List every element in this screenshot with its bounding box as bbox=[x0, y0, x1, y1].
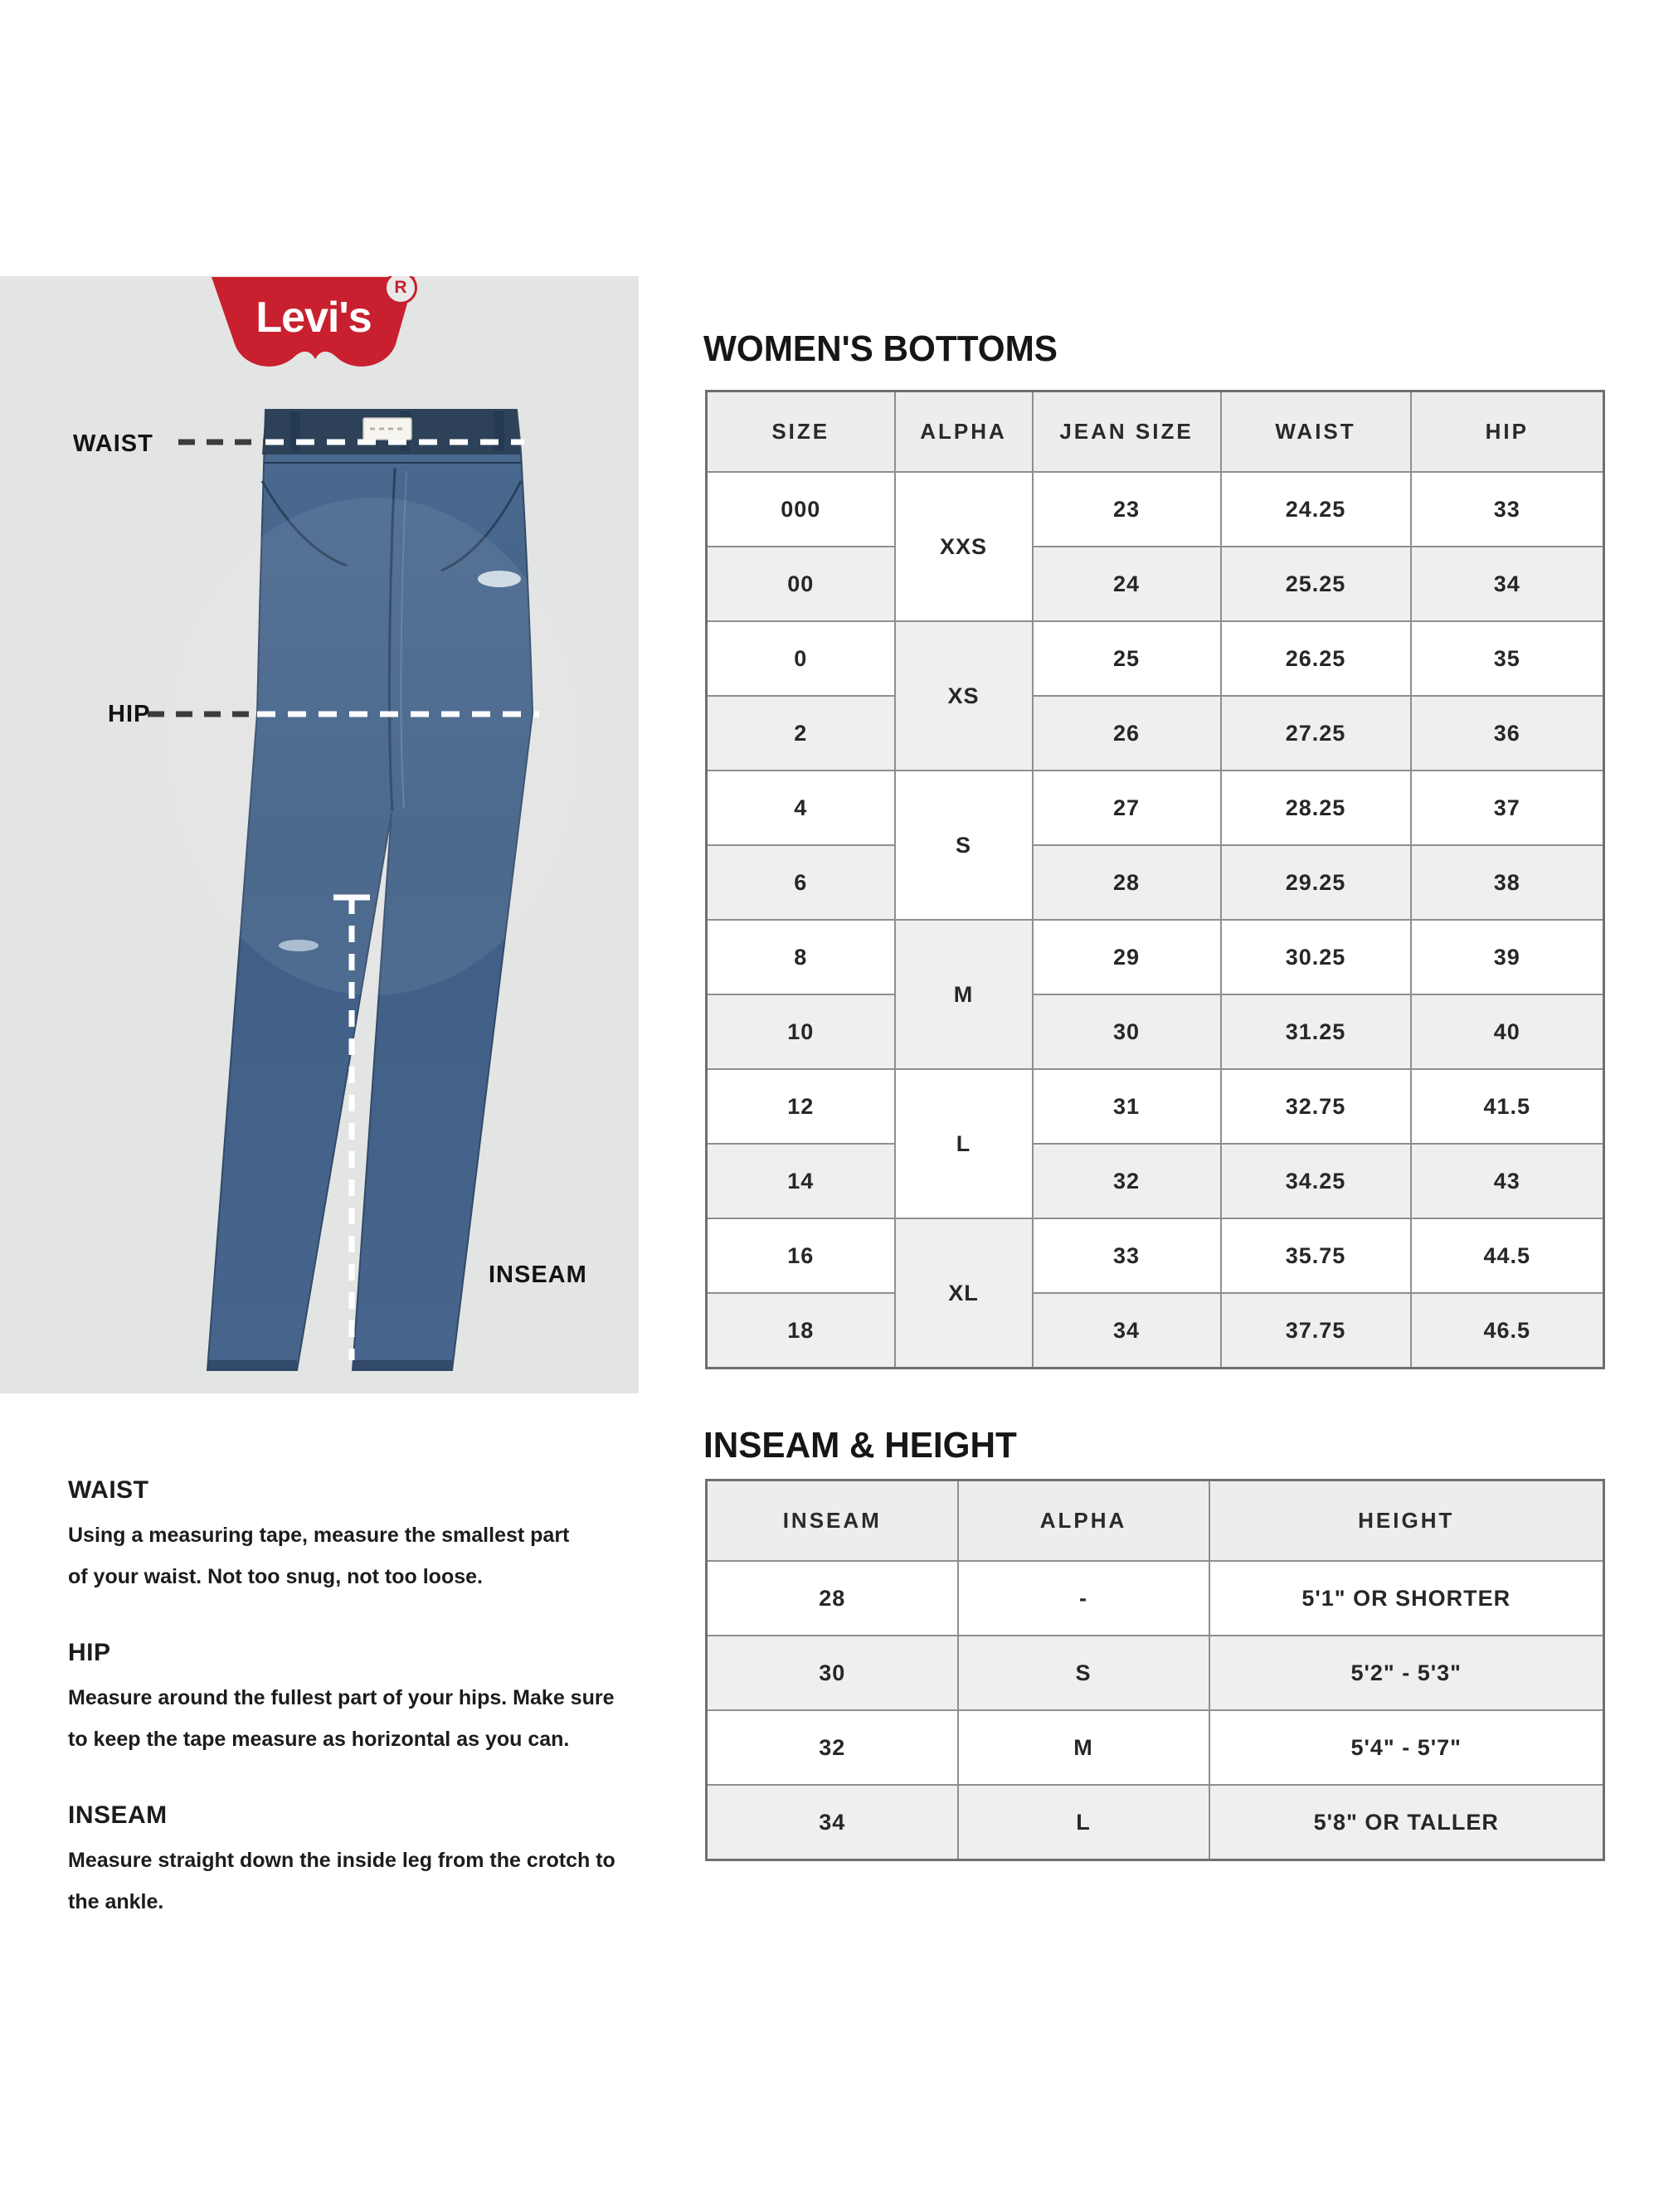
size-row bbox=[707, 1144, 1604, 1218]
inseam-cell: 30 bbox=[707, 1636, 958, 1710]
waist-cell: 32.75 bbox=[1221, 1069, 1411, 1144]
waist-cell: 34.25 bbox=[1221, 1144, 1411, 1218]
inseam-cell: 28 bbox=[707, 1561, 958, 1636]
jean-size-cell: 32 bbox=[1033, 1144, 1221, 1218]
inseam-row bbox=[707, 1636, 1604, 1710]
waist-cell: 31.25 bbox=[1221, 994, 1411, 1069]
hip-cell: 43 bbox=[1411, 1144, 1604, 1218]
height-cell: 5'2" - 5'3" bbox=[1209, 1636, 1604, 1710]
waist-cell: 30.25 bbox=[1221, 920, 1411, 994]
guide-inseam-text-line2: the ankle. bbox=[68, 1890, 164, 1913]
size-row bbox=[707, 472, 1604, 547]
waist-cell: 29.25 bbox=[1221, 845, 1411, 920]
guide-inseam-text-line1: Measure straight down the inside leg from the crotch to bbox=[68, 1849, 615, 1872]
hip-cell: 46.5 bbox=[1411, 1293, 1604, 1369]
hip-cell: 39 bbox=[1411, 920, 1604, 994]
waist-cell: 26.25 bbox=[1221, 621, 1411, 696]
alpha-cell: L bbox=[958, 1785, 1209, 1860]
size-row bbox=[707, 845, 1604, 920]
guide-hip-text-line2: to keep the tape measure as horizontal as you can. bbox=[68, 1728, 570, 1751]
registered-trademark-icon: R bbox=[384, 276, 417, 304]
guide-hip-heading: HIP bbox=[68, 1639, 111, 1666]
size-row bbox=[707, 994, 1604, 1069]
alpha-cell: - bbox=[958, 1561, 1209, 1636]
size-row bbox=[707, 1293, 1604, 1369]
jean-size-cell: 24 bbox=[1033, 547, 1221, 621]
inseam-cell: 32 bbox=[707, 1710, 958, 1785]
alpha-cell: L bbox=[895, 1069, 1033, 1218]
size-cell: 18 bbox=[707, 1293, 895, 1369]
waist-cell: 25.25 bbox=[1221, 547, 1411, 621]
inseam-row bbox=[707, 1561, 1604, 1636]
column-header-hip: HIP bbox=[1411, 391, 1604, 473]
alpha-cell: M bbox=[895, 920, 1033, 1069]
jean-size-cell: 26 bbox=[1033, 696, 1221, 771]
size-cell: 000 bbox=[707, 472, 895, 547]
hip-cell: 38 bbox=[1411, 845, 1604, 920]
size-row bbox=[707, 920, 1604, 994]
height-cell: 5'1" OR SHORTER bbox=[1209, 1561, 1604, 1636]
guide-waist-section bbox=[68, 1476, 698, 1597]
column-header-height: HEIGHT bbox=[1209, 1480, 1604, 1562]
hip-cell: 37 bbox=[1411, 771, 1604, 845]
size-row bbox=[707, 771, 1604, 845]
measuring-guide bbox=[68, 1476, 698, 1964]
hip-cell: 41.5 bbox=[1411, 1069, 1604, 1144]
jean-size-cell: 28 bbox=[1033, 845, 1221, 920]
guide-inseam-heading: INSEAM bbox=[68, 1801, 168, 1829]
hip-measure-label: HIP bbox=[108, 701, 151, 727]
inseam-row bbox=[707, 1785, 1604, 1860]
guide-waist-text-line1: Using a measuring tape, measure the smallest part bbox=[68, 1524, 570, 1547]
jean-size-cell: 31 bbox=[1033, 1069, 1221, 1144]
height-cell: 5'4" - 5'7" bbox=[1209, 1710, 1604, 1785]
size-row bbox=[707, 696, 1604, 771]
jean-size-cell: 33 bbox=[1033, 1218, 1221, 1293]
header-row bbox=[707, 1480, 1604, 1562]
inseam-measure-label: INSEAM bbox=[489, 1262, 587, 1288]
womens-bottoms-table bbox=[705, 390, 1605, 1369]
svg-text:Levi's: Levi's bbox=[255, 294, 372, 342]
alpha-cell: XXS bbox=[895, 472, 1033, 621]
header-row bbox=[707, 391, 1604, 473]
column-header-alpha: ALPHA bbox=[895, 391, 1033, 473]
inseam-cell: 34 bbox=[707, 1785, 958, 1860]
alpha-cell: S bbox=[895, 771, 1033, 920]
size-cell: 10 bbox=[707, 994, 895, 1069]
column-header-alpha: ALPHA bbox=[958, 1480, 1209, 1562]
hip-cell: 40 bbox=[1411, 994, 1604, 1069]
hip-cell: 36 bbox=[1411, 696, 1604, 771]
guide-hip-section bbox=[68, 1639, 698, 1760]
waist-measure-label: WAIST bbox=[73, 430, 153, 457]
hip-cell: 34 bbox=[1411, 547, 1604, 621]
jeans-photo bbox=[124, 398, 589, 1389]
size-cell: 00 bbox=[707, 547, 895, 621]
size-cell: 4 bbox=[707, 771, 895, 845]
waist-cell: 28.25 bbox=[1221, 771, 1411, 845]
size-cell: 0 bbox=[707, 621, 895, 696]
column-header-waist: WAIST bbox=[1221, 391, 1411, 473]
inseam-row bbox=[707, 1710, 1604, 1785]
guide-inseam-section bbox=[68, 1801, 698, 1923]
guide-waist-text-line2: of your waist. Not too snug, not too loose. bbox=[68, 1565, 483, 1588]
inseam-height-table bbox=[705, 1479, 1605, 1861]
womens-bottoms-title: WOMEN'S BOTTOMS bbox=[703, 328, 1058, 369]
hip-cell: 33 bbox=[1411, 472, 1604, 547]
size-cell: 12 bbox=[707, 1069, 895, 1144]
hip-cell: 44.5 bbox=[1411, 1218, 1604, 1293]
waist-cell: 27.25 bbox=[1221, 696, 1411, 771]
levis-logo bbox=[210, 276, 417, 376]
column-header-inseam: INSEAM bbox=[707, 1480, 958, 1562]
waist-cell: 37.75 bbox=[1221, 1293, 1411, 1369]
size-cell: 6 bbox=[707, 845, 895, 920]
jean-size-cell: 25 bbox=[1033, 621, 1221, 696]
inseam-height-title: INSEAM & HEIGHT bbox=[703, 1425, 1017, 1466]
size-row bbox=[707, 621, 1604, 696]
waist-cell: 35.75 bbox=[1221, 1218, 1411, 1293]
alpha-cell: M bbox=[958, 1710, 1209, 1785]
jean-size-cell: 34 bbox=[1033, 1293, 1221, 1369]
column-header-size: SIZE bbox=[707, 391, 895, 473]
jean-size-cell: 27 bbox=[1033, 771, 1221, 845]
hip-cell: 35 bbox=[1411, 621, 1604, 696]
size-row bbox=[707, 1069, 1604, 1144]
height-cell: 5'8" OR TALLER bbox=[1209, 1785, 1604, 1860]
alpha-cell: S bbox=[958, 1636, 1209, 1710]
jean-size-cell: 23 bbox=[1033, 472, 1221, 547]
guide-waist-heading: WAIST bbox=[68, 1476, 149, 1504]
size-row bbox=[707, 1218, 1604, 1293]
alpha-cell: XS bbox=[895, 621, 1033, 771]
size-cell: 2 bbox=[707, 696, 895, 771]
size-cell: 8 bbox=[707, 920, 895, 994]
column-header-jean-size: JEAN SIZE bbox=[1033, 391, 1221, 473]
jean-size-cell: 29 bbox=[1033, 920, 1221, 994]
size-cell: 16 bbox=[707, 1218, 895, 1293]
measurement-diagram-panel bbox=[0, 276, 639, 1393]
guide-hip-text-line1: Measure around the fullest part of your hips. Make sure bbox=[68, 1686, 615, 1709]
alpha-cell: XL bbox=[895, 1218, 1033, 1369]
waist-cell: 24.25 bbox=[1221, 472, 1411, 547]
jean-size-cell: 30 bbox=[1033, 994, 1221, 1069]
size-row bbox=[707, 547, 1604, 621]
size-cell: 14 bbox=[707, 1144, 895, 1218]
